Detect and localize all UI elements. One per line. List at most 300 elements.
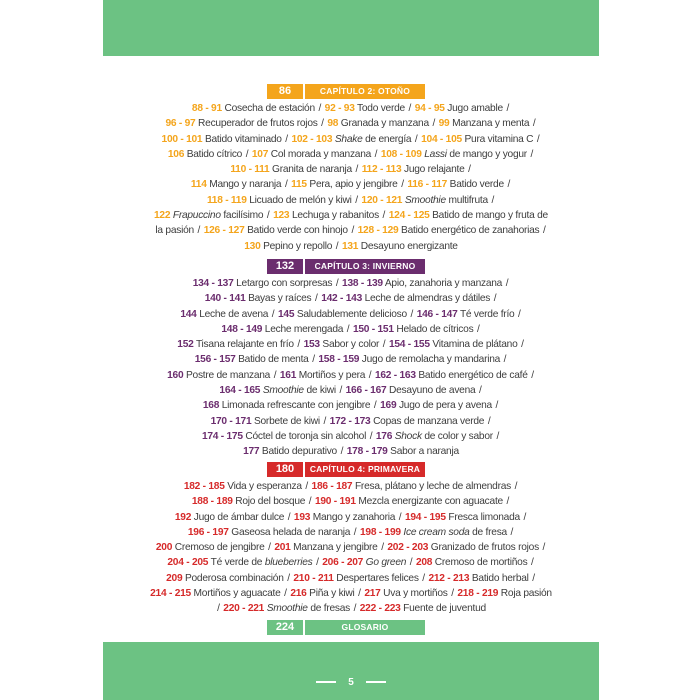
toc-entry-italic: Smoothie [262, 385, 304, 397]
separator: / [503, 354, 507, 366]
toc-entry[interactable] [204, 225, 348, 236]
toc-line [103, 276, 599, 291]
toc-entry[interactable] [362, 164, 465, 175]
separator: / [410, 308, 414, 320]
separator: / [542, 542, 546, 554]
toc-entry-title: Apio, zanahoria y manzana [384, 278, 503, 289]
toc-entry[interactable] [202, 431, 366, 442]
toc-entry[interactable] [346, 385, 476, 396]
separator: / [381, 542, 384, 554]
toc-entry-title: de kiwi [306, 385, 336, 397]
toc-entry[interactable] [195, 354, 309, 365]
toc-entry-page: 166 - 167 [345, 385, 387, 397]
toc-entry[interactable] [315, 496, 503, 507]
toc-entry[interactable] [327, 118, 429, 129]
toc-entry-page: 126 - 127 [203, 225, 245, 237]
separator: / [530, 148, 534, 160]
toc-entry-page: 202 - 203 [387, 542, 429, 554]
toc-line [103, 223, 599, 238]
chapter-4-page: 180 [267, 462, 303, 477]
toc-line [103, 307, 599, 322]
separator: / [315, 293, 318, 305]
toc-entry-title: Bayas y raíces [248, 293, 312, 305]
chapter-4-title: CAPÍTULO 4: PRIMAVERA [305, 462, 425, 477]
toc-entry-title: Batido verde [449, 179, 504, 191]
toc-entry-page: 146 - 147 [416, 308, 458, 320]
toc-entry[interactable] [421, 134, 533, 145]
toc-entry-title: Té verde frío [459, 308, 515, 320]
separator: / [323, 415, 327, 427]
toc-entry-page: 209 [166, 572, 183, 584]
toc-entry[interactable] [330, 416, 485, 427]
toc-entry-title: Mezcla energizante con aguacate [358, 496, 503, 508]
toc-entry-page: 170 - 171 [210, 415, 252, 427]
toc-entry[interactable] [167, 557, 312, 568]
toc-entry-page: 108 - 109 [380, 148, 422, 160]
toc-line [103, 239, 599, 254]
toc-entry-title: Jugo de remolacha y mandarina [361, 354, 501, 366]
toc-entry[interactable] [175, 512, 284, 523]
toc-entry-page: 162 - 163 [374, 369, 416, 381]
toc-line [103, 291, 599, 306]
toc-entry-italic: Go green [365, 557, 407, 569]
toc-entry[interactable] [375, 370, 528, 381]
toc-entry-title: Uva y mortiños [383, 588, 448, 600]
toc-entry-title: Mango y naranja [209, 179, 282, 191]
toc-entry-page: 144 [180, 308, 197, 320]
toc-entry-title: Vida y esperanza [227, 481, 302, 492]
toc-entry-title: facilísimo [223, 210, 264, 222]
toc-entry-title: Despertares felices [336, 572, 419, 584]
toc-line [103, 540, 599, 555]
separator: / [368, 369, 372, 381]
toc-entry[interactable] [294, 512, 395, 523]
toc-entry-page: 201 [274, 542, 291, 554]
separator: / [273, 369, 277, 381]
toc-entry-page: 210 - 211 [293, 572, 334, 584]
toc-entry[interactable] [342, 241, 458, 252]
toc-entry[interactable] [155, 225, 194, 236]
toc-entry-page: 134 - 137 [192, 278, 234, 289]
toc-entry[interactable] [156, 542, 265, 553]
toc-entry[interactable] [191, 179, 281, 190]
toc-entry[interactable] [188, 527, 350, 538]
separator: / [197, 225, 201, 237]
toc-entry-title: Tisana relajante en frío [195, 339, 294, 351]
toc-entry-page: 204 - 205 [167, 557, 209, 569]
toc-entry-title: Limonada refrescante con jengibre [221, 400, 371, 412]
toc-entry-page: 96 - 97 [165, 118, 196, 130]
toc-line [103, 368, 599, 383]
toc-entry[interactable] [192, 496, 305, 507]
toc-entry[interactable] [291, 179, 397, 190]
page-number: 5 [348, 676, 354, 688]
toc-entry-italic: Smoothie [404, 194, 446, 206]
toc-entry[interactable] [280, 370, 365, 381]
separator: / [373, 400, 377, 412]
separator: / [496, 430, 500, 442]
separator: / [321, 118, 324, 130]
separator: / [505, 278, 509, 289]
toc-entry[interactable] [211, 416, 320, 427]
separator: / [532, 572, 535, 584]
top-color-band [103, 0, 599, 56]
toc-entry-title: Batido energético de zanahorias [401, 225, 540, 237]
toc-entry-title: Piña y kiwi [309, 588, 355, 600]
toc-line [103, 571, 599, 586]
separator: / [479, 385, 482, 397]
toc-entry-page: 148 - 149 [221, 323, 263, 335]
separator: / [346, 323, 350, 335]
toc-entry[interactable] [364, 588, 447, 599]
toc-entry[interactable] [389, 210, 548, 221]
toc-entry-page: 152 [177, 339, 194, 351]
toc-entry[interactable] [376, 431, 493, 442]
separator: / [305, 481, 308, 492]
toc-entry-title: Batido depurativo [261, 446, 337, 458]
toc-entry[interactable] [304, 339, 380, 350]
toc-entry-page: 190 - 191 [314, 496, 356, 508]
toc-entry-italic: Ice cream soda [403, 526, 470, 538]
glosario-title: GLOSARIO [305, 620, 425, 635]
toc-line [103, 510, 599, 525]
toc-entry-title: la pasión [155, 225, 194, 237]
separator: / [340, 446, 344, 458]
toc-entry[interactable] [291, 134, 411, 145]
toc-entry[interactable] [405, 512, 520, 523]
toc-entry-title: Desayuno de avena [389, 385, 476, 397]
toc-entry[interactable] [342, 278, 502, 289]
separator: / [312, 354, 315, 366]
toc-entry[interactable] [358, 225, 540, 236]
separator: / [507, 179, 511, 191]
toc-entry-italic: Lassi [424, 148, 447, 160]
toc-entry[interactable] [278, 309, 407, 320]
toc-entry-page: 174 - 175 [201, 430, 243, 442]
toc-entry-page: 168 [202, 400, 220, 412]
toc-entry-title: Fresca limonada [448, 511, 520, 523]
toc-entry-page: 172 - 173 [329, 415, 371, 427]
toc-entry-title: Jugo amable [447, 103, 503, 114]
toc-entry[interactable] [360, 527, 507, 538]
separator: / [284, 179, 288, 191]
toc-entry[interactable] [417, 309, 515, 320]
separator: / [353, 603, 357, 615]
toc-line [103, 601, 599, 616]
toc-entry-page: 107 [251, 148, 269, 160]
toc-entry-page: 131 [341, 240, 359, 252]
toc-entry-page: 177 [243, 446, 260, 458]
toc-entry-title: Batido herbal [471, 572, 529, 584]
toc-entry[interactable] [439, 118, 530, 129]
toc-entry-italic: Shake [334, 133, 363, 145]
toc-entry[interactable] [293, 573, 418, 584]
toc-entry[interactable] [290, 588, 354, 599]
toc-entry-title: Poderosa combinación [184, 572, 284, 584]
separator: / [266, 210, 270, 222]
toc-entry-page: 217 [364, 588, 381, 600]
toc-entry[interactable] [219, 385, 335, 396]
toc-entry-title: Pera, apio y jengibre [309, 179, 398, 191]
separator: / [268, 542, 271, 554]
toc-entry[interactable] [347, 446, 459, 457]
toc-entry-page: 200 [155, 542, 173, 554]
toc-entry-title: de fresas [310, 603, 350, 615]
toc-entry-page: 206 - 207 [322, 557, 364, 569]
separator: / [335, 240, 339, 252]
separator: / [432, 118, 436, 130]
toc-entry-title: Batido vitaminado [204, 133, 282, 145]
toc-entry[interactable] [207, 195, 352, 206]
toc-line [103, 101, 599, 116]
toc-entry-title: Manzana y jengibre [293, 542, 378, 554]
toc-entry[interactable] [193, 278, 333, 289]
toc-entry-page: 92 - 93 [324, 103, 355, 114]
toc-line [103, 322, 599, 337]
toc-entry[interactable] [192, 103, 315, 114]
separator: / [532, 118, 536, 130]
toc-entry[interactable] [244, 241, 332, 252]
toc-entry-page: 124 - 125 [388, 210, 430, 222]
toc-entry[interactable] [361, 195, 487, 206]
toc-line [103, 383, 599, 398]
toc-entry-title: Cremoso de jengibre [174, 542, 265, 554]
toc-entry[interactable] [150, 588, 280, 599]
page-footer [103, 676, 599, 688]
toc-entry[interactable] [380, 400, 492, 411]
toc-entry-page: 178 - 179 [346, 446, 388, 458]
toc-entry[interactable] [322, 557, 406, 568]
toc-entry[interactable] [428, 573, 528, 584]
separator: / [271, 308, 275, 320]
toc-line [103, 414, 599, 429]
toc-entry[interactable] [243, 446, 337, 457]
toc-entry[interactable] [312, 481, 511, 492]
separator: / [493, 293, 497, 305]
separator: / [308, 496, 312, 508]
toc-line [103, 147, 599, 162]
toc-entry-title: Sabor y color [322, 339, 380, 351]
toc-entry-title: Mortiños y aguacate [193, 588, 281, 600]
toc-entry[interactable] [230, 164, 352, 175]
footer-left-rule [316, 681, 336, 682]
separator: / [382, 210, 386, 222]
toc-entry-title: Sorbete de kiwi [253, 415, 320, 427]
separator: / [355, 164, 359, 176]
toc-line [103, 193, 599, 208]
toc-entry[interactable] [165, 118, 317, 129]
separator: / [284, 588, 287, 600]
toc-line [103, 162, 599, 177]
toc-entry-page: 196 - 197 [187, 526, 229, 538]
toc-entry[interactable] [184, 481, 302, 492]
toc-entry-page: 193 [293, 511, 311, 523]
toc-entry-title: Batido cítrico [186, 148, 243, 160]
separator: / [491, 194, 495, 206]
toc-entry[interactable] [205, 293, 312, 304]
toc-entry-page: 182 - 185 [183, 481, 225, 492]
toc-entry-page: 88 - 91 [191, 103, 222, 114]
toc-entry[interactable] [274, 542, 377, 553]
toc-entry-page: 120 - 121 [361, 194, 403, 206]
separator: / [506, 496, 510, 508]
toc-entry-page: 212 - 213 [428, 572, 470, 584]
chapter-3-header [267, 259, 425, 274]
toc-entry-title: Desayuno energizante [360, 240, 458, 252]
toc-entry-title: Mortiños y pera [298, 369, 366, 381]
separator: / [355, 194, 358, 206]
toc-entry-page: 194 - 195 [404, 511, 446, 523]
toc-entry-page: 150 - 151 [352, 323, 394, 335]
glosario-page: 224 [267, 620, 303, 635]
toc-entry-page: 161 [279, 369, 297, 381]
separator: / [451, 588, 454, 600]
separator: / [374, 148, 378, 160]
separator: / [523, 511, 527, 523]
toc-entry[interactable] [381, 149, 527, 160]
toc-entry[interactable] [203, 400, 370, 411]
toc-entry-page: 169 [380, 400, 397, 412]
toc-line [103, 208, 599, 223]
toc-entry[interactable] [387, 542, 539, 553]
toc-line [103, 177, 599, 192]
toc-entry[interactable] [318, 354, 500, 365]
toc-entry-page: 220 - 221 [223, 603, 265, 615]
toc-entry[interactable] [167, 370, 270, 381]
toc-entry-title: Postre de manzana [185, 369, 271, 381]
toc-entry-title: Batido energético de café [418, 369, 528, 381]
toc-entry-title: Recuperador de frutos rojos [198, 118, 318, 130]
separator: / [287, 511, 291, 523]
toc-entry[interactable] [457, 588, 551, 599]
separator: / [468, 164, 471, 176]
separator: / [353, 526, 357, 538]
toc-line [103, 398, 599, 413]
toc-entry-page: 188 - 189 [191, 496, 233, 508]
toc-entry-page: 208 [415, 557, 433, 569]
toc-entry-page: 186 - 187 [311, 481, 353, 492]
separator: / [287, 572, 290, 584]
toc-entry-page: 114 [190, 179, 207, 191]
toc-entry-title: Cremoso de mortiños [434, 557, 528, 569]
toc-line [103, 429, 599, 444]
toc-entry[interactable] [221, 324, 343, 335]
toc-line [103, 444, 599, 459]
toc-line [103, 352, 599, 367]
toc-entry-title: Roja pasión [500, 588, 552, 600]
toc-entry-italic: Frapuccino [172, 210, 221, 222]
toc-entry-page: 122 [154, 210, 171, 222]
toc-entry-page: 198 - 199 [359, 526, 401, 538]
toc-entry-title: Lechuga y rabanitos [291, 210, 379, 222]
chapter-4-header [267, 462, 425, 477]
toc-entry-title: Pura vitamina C [464, 133, 534, 145]
toc-entry[interactable] [223, 603, 350, 614]
separator: / [518, 308, 521, 320]
toc-entry-title: de color y sabor [424, 430, 493, 442]
separator: / [401, 179, 404, 191]
toc-entry[interactable] [360, 603, 486, 614]
toc-entry-page: 99 [438, 118, 450, 130]
toc-entry-italic: Shock [394, 430, 422, 442]
toc-entry-page: 104 - 105 [421, 133, 462, 145]
toc-entry-title: Mango y zanahoria [312, 511, 396, 523]
toc-entry-page: 153 [303, 339, 320, 351]
separator: / [536, 133, 540, 145]
toc-entry[interactable] [407, 179, 503, 190]
toc-entry-title: multifruta [448, 194, 488, 206]
toc-entry[interactable] [415, 103, 503, 114]
toc-entry[interactable] [177, 339, 293, 350]
toc-entry-title: de energía [365, 133, 412, 145]
toc-line [103, 494, 599, 509]
toc-line [103, 525, 599, 540]
toc-entry-page: 222 - 223 [359, 603, 401, 615]
toc-entry-title: Fuente de juventud [403, 603, 486, 615]
toc-entry-title: Saludablemente delicioso [296, 308, 407, 320]
separator: / [335, 278, 339, 289]
toc-entry[interactable] [166, 573, 283, 584]
toc-entry[interactable] [252, 149, 371, 160]
toc-line [103, 479, 599, 494]
toc-entry-title: Letargo con sorpresas [236, 278, 333, 289]
toc-entry-title: Jugo relajante [403, 164, 465, 176]
separator: / [285, 133, 288, 145]
separator: / [495, 400, 499, 412]
separator: / [382, 339, 386, 351]
separator: / [398, 511, 402, 523]
toc-entry-italic: blueberries [264, 557, 313, 569]
toc-entry[interactable] [321, 293, 490, 304]
toc-entry-italic: Smoothie [266, 603, 308, 615]
toc-entry-page: 160 [167, 369, 184, 381]
toc-entry-title: Granada y manzana [340, 118, 429, 130]
toc-entry-page: 154 - 155 [388, 339, 430, 351]
chapter-2-page: 86 [267, 84, 303, 99]
toc-entry[interactable] [416, 557, 527, 568]
chapter-2-recipe-list [103, 101, 599, 254]
toc-entry[interactable] [168, 149, 242, 160]
toc-entry[interactable] [325, 103, 405, 114]
toc-entry-page: 156 - 157 [194, 354, 236, 366]
toc-entry[interactable] [353, 324, 473, 335]
toc-entry[interactable] [154, 210, 263, 221]
toc-entry[interactable] [389, 339, 518, 350]
toc-entry[interactable] [162, 134, 282, 145]
toc-entry-title: Manzana y menta [452, 118, 530, 130]
toc-entry-page: 140 - 141 [204, 293, 246, 305]
separator: / [409, 557, 413, 569]
toc-entry[interactable] [273, 210, 379, 221]
toc-entry-title: Rojo del bosque [235, 496, 306, 508]
toc-entry-page: 164 - 165 [219, 385, 261, 397]
toc-line [103, 337, 599, 352]
toc-entry-title: Helado de cítricos [396, 323, 474, 335]
toc-entry-title: Sabor a naranja [390, 446, 459, 458]
toc-entry-page: 130 [244, 240, 261, 252]
chapter-3-recipe-list [103, 276, 599, 460]
bottom-color-band [103, 642, 599, 700]
toc-entry-title: Copas de manzana verde [373, 415, 485, 427]
separator: / [510, 526, 514, 538]
chapter-3-title: CAPÍTULO 3: INVIERNO [305, 259, 425, 274]
toc-entry[interactable] [180, 309, 268, 320]
separator: / [487, 415, 491, 427]
toc-entry-page: 100 - 101 [161, 133, 203, 145]
toc-entry-title: Batido de menta [238, 354, 309, 366]
toc-entry-title: Granizado de frutos rojos [430, 542, 539, 554]
toc-entry-page: 115 [291, 179, 307, 191]
